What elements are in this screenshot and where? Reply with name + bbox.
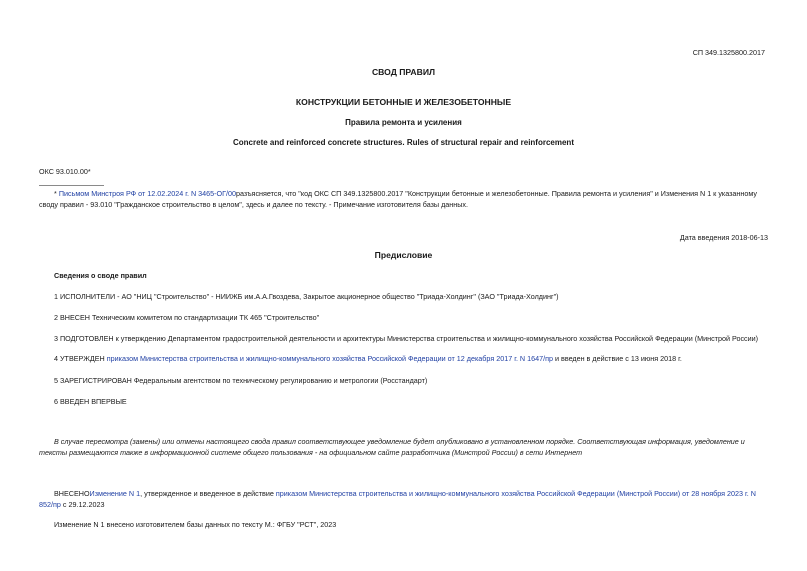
- introduction-date: Дата введения 2018-06-13: [679, 233, 768, 242]
- heading-subtitle: Правила ремонта и усиления: [345, 118, 462, 127]
- footnote-text-1: разъясняется, что "код ОКС СП 349.1325800.2017 "Конструкции бетонные и железобетонные. Правила ремонта и усиления" и Изменения N 1 к указанному: [236, 189, 757, 198]
- item-executors: 1 ИСПОЛНИТЕЛИ - АО "НИЦ "Строительство" - НИИЖБ им.А.А.Гвоздева, Закрытое акционерное общество "Триада-Холдинг" (ЗАО "Триада-Холдинг"): [54, 292, 559, 301]
- amendment-note: Изменение N 1 внесено изготовителем базы данных по тексту М.: ФГБУ "РСТ", 2023: [54, 520, 337, 529]
- info-title: Сведения о своде правил: [54, 271, 147, 280]
- document-code: СП 349.1325800.2017: [692, 48, 765, 57]
- heading-english: Concrete and reinforced concrete structures. Rules of structural repair and reinforcement: [233, 138, 574, 147]
- oks-code: ОКС 93.010.00*: [39, 167, 91, 176]
- notice-line-2: тексты размещаются также в информационной системе общего пользования - на официальном сайте разработчика (Минстрой России) в сети Интернет: [39, 448, 583, 457]
- footnote: [39, 188, 779, 210]
- footnote-divider: [39, 185, 104, 186]
- footnote-link[interactable]: Письмом Минстроя РФ от 12.02.2024 г. N 3465-ОГ/00: [58, 189, 237, 198]
- item-registered: 5 ЗАРЕГИСТРИРОВАН Федеральным агентством по техническому регулированию и метрологии (Росстандарт): [54, 376, 428, 385]
- item-first-introduced: 6 ВВЕДЕН ВПЕРВЫЕ: [54, 397, 127, 406]
- amendment-paragraph: [39, 488, 779, 510]
- footnote-star: *: [54, 189, 57, 198]
- amendment-date: с 29.12.2023: [60, 500, 105, 509]
- amendment-middle: , утвержденное и введенное в действие: [140, 489, 276, 498]
- preface-title: Предисловие: [374, 250, 433, 260]
- item-prepared: 3 ПОДГОТОВЛЕН к утверждению Департаментом градостроительной деятельности и архитектуры Министерства строительства и жилищно-коммунального хозяйства Российской Федерации (Минстрой России): [54, 334, 759, 343]
- heading-code-of-rules: СВОД ПРАВИЛ: [371, 67, 436, 77]
- amendment-order-link-number[interactable]: 852/пр: [39, 500, 61, 509]
- notice-paragraph: [39, 436, 779, 458]
- notice-line-1: В случае пересмотра (замены) или отмены настоящего свода правил соответствующее уведомление будет опубликовано в установленном порядке. Соответствующая информация, уведомление и: [54, 437, 745, 446]
- amendment-order-link[interactable]: приказом Министерства строительства и жилищно-коммунального хозяйства Российской Федерации (Минстрой России) от 28 ноября 2023 г. N: [275, 489, 756, 498]
- footnote-text-2: своду правил - 93.010 "Гражданское строительство в целом", здесь и далее по тексту. - Примечание изготовителя базы данных.: [39, 200, 468, 209]
- item-introduced: 2 ВНЕСЕН Техническим комитетом по стандартизации ТК 465 "Строительство": [54, 313, 320, 322]
- item-approved-suffix: и введен в действие с 13 июня 2018 г.: [553, 354, 682, 363]
- heading-title: КОНСТРУКЦИИ БЕТОННЫЕ И ЖЕЛЕЗОБЕТОННЫЕ: [295, 97, 512, 107]
- amendment-prefix: ВНЕСЕНО: [54, 489, 90, 498]
- approval-order-link[interactable]: приказом Министерства строительства и жилищно-коммунального хозяйства Российской Федерации от 12 декабря 2017 г. N 1647/пр: [106, 354, 553, 363]
- item-approved: [54, 353, 682, 364]
- amendment-link[interactable]: Изменение N 1: [89, 489, 141, 498]
- item-approved-prefix: 4 УТВЕРЖДЕН: [54, 354, 107, 363]
